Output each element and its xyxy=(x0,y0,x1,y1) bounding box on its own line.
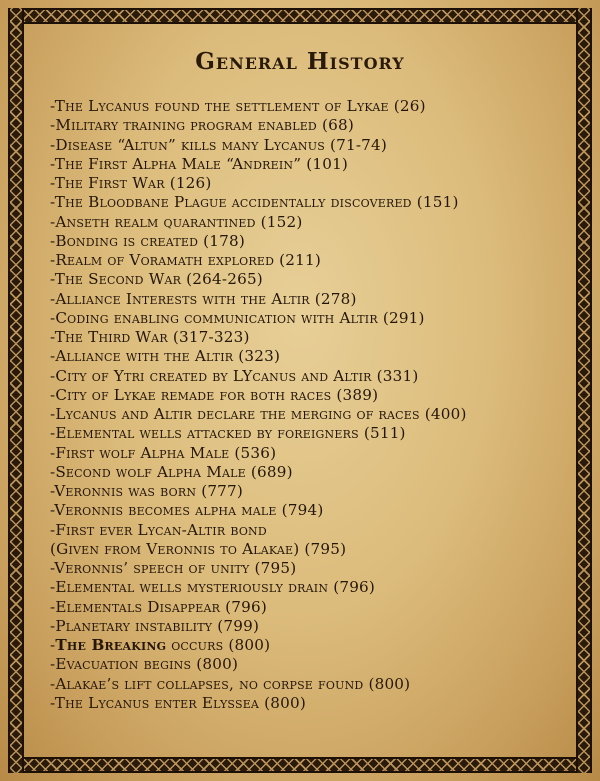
ornate-border-left xyxy=(8,8,24,773)
timeline-entry: -First wolf Alpha Male (536) xyxy=(50,443,277,462)
ornate-border-right xyxy=(576,8,592,773)
entry-emphasis: The Breaking xyxy=(55,636,167,654)
timeline-entry: -Realm of Voramath explored (211) xyxy=(50,251,321,269)
timeline-entry: -Evacuation begins (800) xyxy=(50,655,239,674)
timeline-entry: -City of Ytri created by LYcanus and Altir (331) xyxy=(50,366,419,385)
timeline-entry-the-breaking xyxy=(50,636,560,655)
entry-prefix: - xyxy=(50,636,56,654)
history-timeline-list xyxy=(50,97,560,713)
timeline-entry: -Alliance Interests with the Altir (278) xyxy=(50,289,357,308)
timeline-entry-continuation: (Given from Veronnis to Alakae) (795) xyxy=(50,539,347,558)
timeline-entry: -First ever Lycan-Altir bond xyxy=(50,520,267,539)
timeline-entry: -Disease “Altun” kills many Lycanus (71-74) xyxy=(50,135,388,154)
ornate-border-top xyxy=(8,8,592,24)
timeline-entry: -The Second War (264-265) xyxy=(50,270,263,289)
timeline-entry: -Coding enabling communication with Altir (291) xyxy=(50,308,425,327)
timeline-entry: -Lycanus and Altir declare the merging of races (400) xyxy=(50,405,467,423)
page-title: General History xyxy=(195,48,405,75)
timeline-entry: -Veronnis becomes alpha male (794) xyxy=(50,501,324,520)
timeline-entry: -Veronnis was born (777) xyxy=(50,482,244,500)
timeline-entry: -Anseth realm quarantined (152) xyxy=(50,212,303,231)
timeline-entry: -Alakae’s lift collapses, no corpse found (800) xyxy=(50,674,411,693)
timeline-entry: -City of Lykae remade for both races (389) xyxy=(50,385,379,404)
timeline-entry: -The Bloodbane Plague accidentally discovered (151) xyxy=(50,193,459,212)
timeline-entry: -Elementals Disappear (796) xyxy=(50,597,267,616)
timeline-entry: -The First War (126) xyxy=(50,174,212,192)
timeline-entry: -Bonding is created (178) xyxy=(50,231,245,250)
timeline-entry: -Military training program enabled (68) xyxy=(50,116,354,135)
timeline-entry: -Veronnis’ speech of unity (795) xyxy=(50,559,297,577)
timeline-entry: -The Lycanus found the settlement of Lykae (26) xyxy=(50,97,426,115)
ornate-border-bottom xyxy=(8,757,592,773)
timeline-entry: -Elemental wells mysteriously drain (796) xyxy=(50,578,376,597)
timeline-entry: -Elemental wells attacked by foreigners (511) xyxy=(50,424,406,443)
timeline-entry: -Second wolf Alpha Male (689) xyxy=(50,462,293,481)
timeline-entry: -The Third War (317-323) xyxy=(50,328,250,346)
timeline-entry: -Planetary instability (799) xyxy=(50,616,260,635)
timeline-entry: -The Lycanus enter Elyssea (800) xyxy=(50,693,306,712)
timeline-entry: -Alliance with the Altir (323) xyxy=(50,347,281,366)
entry-rest: occurs (800) xyxy=(166,636,271,654)
timeline-entry: -The First Alpha Male “Andrein” (101) xyxy=(50,154,349,173)
